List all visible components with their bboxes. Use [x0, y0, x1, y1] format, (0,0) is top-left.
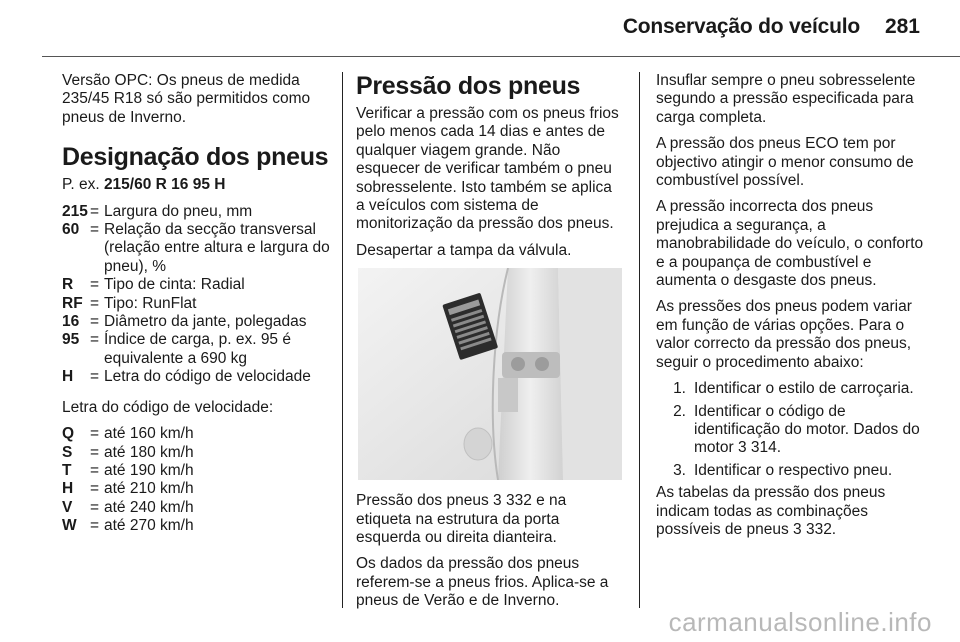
procedure-step	[656, 403, 926, 458]
definition-equals: =	[90, 331, 100, 349]
eco-pressure-text: A pressão dos pneus ECO tem por objectivo atingir o menor consumo de combustível possível.	[656, 135, 914, 190]
definition-row	[62, 295, 332, 313]
designation-definitions	[62, 203, 332, 387]
page-number: 281	[884, 15, 920, 38]
pressure-ref-text: Pressão dos pneus	[356, 492, 494, 510]
step-text	[694, 403, 926, 458]
speed-equals: =	[90, 443, 100, 461]
tables-rest: 332.	[801, 520, 837, 538]
check-pressure-text: Verificar a pressão com os pneus frios pelo menos cada 14 dias e antes de qualquer viagem grande. Não esquecer de verificar também o pneu sobresselente. Isto também se aplica a veículos com sistema de monitorização da pressão dos pneus.	[356, 105, 619, 233]
step-text-pre: Identificar o código de identificação do motor. Dados do motor	[694, 402, 920, 457]
speed-equals: =	[90, 461, 100, 479]
page-header	[0, 0, 960, 58]
speed-value: até 190 km/h	[104, 461, 194, 479]
speed-value: até 270 km/h	[104, 517, 194, 535]
speed-equals: =	[90, 480, 100, 498]
speed-row	[62, 499, 332, 517]
speed-value: até 180 km/h	[104, 443, 194, 461]
definition-equals: =	[90, 313, 100, 331]
door-pillar-label-photo	[358, 268, 622, 480]
definition-value: Letra do código de velocidade	[104, 368, 311, 386]
opc-note: Versão OPC: Os pneus de medida 235/45 R18 só são permitidos como pneus de Inverno.	[62, 72, 311, 126]
page-ref-arrow-icon: 3	[737, 439, 747, 457]
spare-tyre-text: Insuflar sempre o pneu sobresselente segundo a pressão especificada para carga completa.	[656, 72, 916, 126]
definition-key: RF	[62, 294, 83, 312]
speed-key: S	[62, 443, 73, 461]
definition-equals: =	[90, 368, 100, 386]
definition-equals: =	[90, 294, 100, 312]
speed-key: V	[62, 498, 73, 516]
column-1	[62, 72, 332, 548]
watermark: carmanualsonline.info	[668, 607, 932, 637]
pressure-options-text: As pressões dos pneus podem variar em função de várias opções. Para o valor correcto da pressão dos pneus, seguir o procedimento abaixo:	[656, 298, 912, 371]
tyre-pressure-heading: Pressão dos pneus	[356, 72, 581, 100]
valve-cap-text: Desapertar a tampa da válvula.	[356, 241, 572, 259]
speed-value: até 160 km/h	[104, 425, 194, 443]
definition-value: Tipo de cinta: Radial	[104, 276, 245, 294]
cold-tyres-text: Os dados da pressão dos pneus referem-se a pneus frios. Aplica-se a pneus de Verão e de Inverno.	[356, 555, 609, 610]
definition-key: H	[62, 368, 74, 386]
speed-row	[62, 480, 332, 498]
definition-row	[62, 313, 332, 331]
example-code: 215/60 R 16 95 H	[103, 176, 226, 194]
column-3	[656, 72, 926, 547]
speed-code-list	[62, 425, 332, 535]
procedure-step	[656, 380, 926, 398]
column-2	[356, 72, 624, 619]
step-text: Identificar o estilo de carroçaria.	[694, 380, 914, 398]
definition-key: 95	[62, 331, 80, 349]
definition-value: Largura do pneu, mm	[104, 202, 253, 220]
definition-row	[62, 368, 332, 386]
definition-row	[62, 221, 332, 276]
speed-key: T	[62, 461, 72, 479]
section-title: Conservação do veículo	[622, 15, 860, 38]
definition-row	[62, 276, 332, 294]
definition-value: Tipo: RunFlat	[104, 294, 197, 312]
definition-row	[62, 331, 332, 368]
definition-equals: =	[90, 276, 100, 294]
definition-equals: =	[90, 202, 100, 220]
header-divider	[42, 56, 960, 57]
pressure-ref-rest: 332 e na etiqueta na estrutura da porta esquerda ou direita dianteira.	[356, 492, 567, 547]
column-divider-2	[639, 72, 640, 608]
speed-equals: =	[90, 498, 100, 516]
page-ref-arrow-icon: 3	[793, 520, 802, 538]
step-text-post: 314.	[746, 439, 782, 457]
column-divider-1	[342, 72, 343, 608]
definition-value: Índice de carga, p. ex. 95 é equivalente a 690 kg	[104, 331, 291, 367]
speed-key: H	[62, 480, 74, 498]
procedure-steps	[656, 380, 926, 480]
speed-row	[62, 462, 332, 480]
page-ref-arrow-icon: 3	[493, 492, 502, 510]
door-pillar-illustration	[358, 268, 622, 480]
tyre-designation-heading: Designação dos pneus	[62, 143, 329, 172]
step-text: Identificar o respectivo pneu.	[694, 461, 893, 479]
speed-row	[62, 425, 332, 443]
tables-text: As tabelas da pressão dos pneus indicam todas as combinações possíveis de pneus	[656, 484, 886, 538]
speed-value: até 240 km/h	[104, 498, 194, 516]
speed-value: até 210 km/h	[104, 480, 194, 498]
step-number: 2.	[673, 402, 686, 420]
speed-key: Q	[62, 425, 75, 443]
speed-key: W	[62, 517, 77, 535]
speed-equals: =	[90, 517, 100, 535]
example-prefix: P. ex.	[62, 176, 104, 194]
speed-equals: =	[90, 425, 100, 443]
definition-row	[62, 203, 332, 221]
example-line	[62, 176, 332, 194]
speed-row	[62, 517, 332, 535]
definition-value: Diâmetro da jante, polegadas	[104, 313, 307, 331]
definition-key: 60	[62, 221, 80, 239]
definition-equals: =	[90, 221, 100, 239]
speed-code-intro: Letra do código de velocidade:	[62, 398, 274, 416]
pressure-tables-text	[656, 484, 926, 539]
procedure-step	[656, 462, 926, 480]
speed-row	[62, 444, 332, 462]
definition-key: 215	[62, 202, 88, 220]
step-number: 1.	[673, 380, 686, 398]
incorrect-pressure-text: A pressão incorrecta dos pneus prejudica a segurança, a manobrabilidade do veículo, o conforto e a poupança de combustível e aumenta o desgaste dos pneus.	[656, 198, 924, 290]
definition-key: R	[62, 276, 74, 294]
definition-value: Relação da secção transversal (relação entre altura e largura do pneu), %	[104, 221, 330, 275]
pressure-reference-text	[356, 492, 624, 547]
step-number: 3.	[673, 461, 686, 479]
definition-key: 16	[62, 313, 80, 331]
